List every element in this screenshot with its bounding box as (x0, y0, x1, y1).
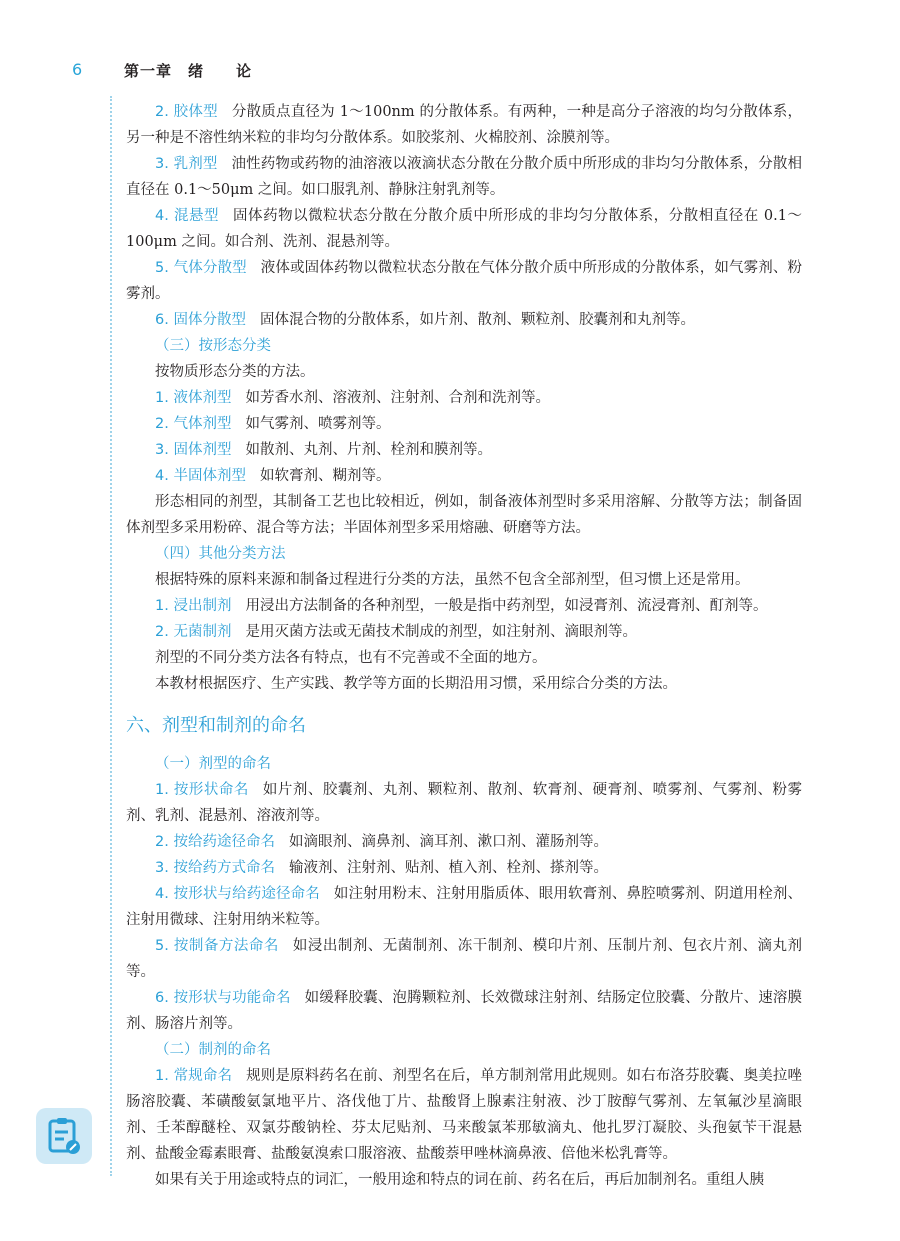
paragraph (126, 151, 802, 203)
item-text: 如注射用粉末、注射用脂质体、眼用软膏剂、鼻腔喷雾剂、阴道用栓剂、注射用微球、注射用纳米粒等。 (126, 886, 802, 928)
page-body (126, 99, 802, 1193)
subheading: （二）制剂的命名 (155, 1042, 271, 1058)
item-title: 5. 气体分散型 (155, 260, 247, 276)
chapter-title: 第一章 绪 论 (124, 62, 253, 80)
item-text: 固体混合物的分散体系，如片剂、散剂、颗粒剂、胶囊剂和丸剂等。 (259, 312, 695, 328)
item-title: 3. 按给药方式命名 (155, 860, 275, 876)
item-title: 2. 无菌制剂 (155, 624, 232, 640)
item-title: 1. 常规命名 (155, 1068, 233, 1084)
item-title: 1. 液体剂型 (155, 390, 232, 406)
item-text: 如芳香水剂、溶液剂、注射剂、合剂和洗剂等。 (245, 390, 550, 406)
paragraph (126, 855, 802, 881)
item-text: 固体药物以微粒状态分散在分散介质中所形成的非均匀分散体系，分散相直径在 0.1～100μm 之间。如合剂、洗剂、混悬剂等。 (126, 208, 802, 250)
item-text: 如片剂、胶囊剂、丸剂、颗粒剂、散剂、软膏剂、硬膏剂、喷雾剂、气雾剂、粉雾剂、乳剂、混悬剂、溶液剂等。 (126, 782, 803, 824)
subheading: （四）其他分类方法 (155, 546, 286, 562)
paragraph (126, 593, 802, 619)
subheading: （三）按形态分类 (155, 338, 271, 354)
item-text: 分散质点直径为 1～100nm 的分散体系。有两种，一种是高分子溶液的均匀分散体系，另一种是不溶性纳米粒的非均匀分散体系。如胶浆剂、火棉胶剂、涂膜剂等。 (126, 104, 802, 146)
paragraph (126, 463, 802, 489)
paragraph (126, 437, 802, 463)
section-heading: 六、剂型和制剂的命名 (126, 715, 306, 736)
page-number: 6 (72, 60, 83, 79)
item-text: 如浸出制剂、无菌制剂、冻干制剂、模印片剂、压制片剂、包衣片剂、滴丸剂等。 (126, 938, 802, 980)
item-title: 1. 按形状命名 (155, 782, 249, 798)
item-title: 3. 固体剂型 (155, 442, 232, 458)
item-title: 6. 固体分散型 (155, 312, 246, 328)
item-text: 是用灭菌方法或无菌技术制成的剂型，如注射剂、滴眼剂等。 (245, 624, 637, 640)
item-text: 油性药物或药物的油溶液以液滴状态分散在分散介质中所形成的非均匀分散体系，分散相直径在 0.1～50μm 之间。如口服乳剂、静脉注射乳剂等。 (126, 156, 802, 198)
item-text: 输液剂、注射剂、贴剂、植入剂、栓剂、搽剂等。 (288, 860, 608, 876)
paragraph (126, 307, 802, 333)
item-text: 如气雾剂、喷雾剂等。 (245, 416, 391, 432)
item-title: 2. 按给药途径命名 (155, 834, 275, 850)
paragraph (126, 385, 802, 411)
item-title: 2. 胶体型 (155, 104, 218, 120)
item-title: 4. 半固体剂型 (155, 468, 246, 484)
paragraph: 本教材根据医疗、生产实践、教学等方面的长期沿用习惯，采用综合分类的方法。 (155, 676, 677, 692)
item-title: 1. 浸出制剂 (155, 598, 232, 614)
paragraph: 如果有关于用途或特点的词汇，一般用途和特点的词在前、药名在后，再后加制剂名。重组人胰 (155, 1172, 764, 1188)
item-title: 4. 混悬型 (155, 208, 220, 224)
item-text: 如缓释胶囊、泡腾颗粒剂、长效微球注射剂、结肠定位胶囊、分散片、速溶膜剂、肠溶片剂等。 (126, 990, 802, 1032)
notes-icon[interactable] (36, 1108, 92, 1164)
paragraph (126, 411, 802, 437)
subheading: （一）剂型的命名 (155, 756, 271, 772)
paragraph (126, 255, 802, 307)
item-text: 如散剂、丸剂、片剂、栓剂和膜剂等。 (245, 442, 492, 458)
item-title: 6. 按形状与功能命名 (155, 990, 291, 1006)
paragraph (126, 203, 802, 255)
paragraph: 形态相同的剂型，其制备工艺也比较相近，例如，制备液体剂型时多采用溶解、分散等方法；制备固体剂型多采用粉碎、混合等方法；半固体剂型多采用熔融、研磨等方法。 (126, 494, 802, 536)
paragraph (126, 985, 802, 1037)
item-text: 液体或固体药物以微粒状态分散在气体分散介质中所形成的分散体系，如气雾剂、粉雾剂。 (126, 260, 803, 302)
item-text: 如滴眼剂、滴鼻剂、滴耳剂、漱口剂、灌肠剂等。 (288, 834, 608, 850)
margin-dotted-line (110, 96, 112, 1176)
item-text: 规则是原料药名在前、剂型名在后，单方制剂常用此规则。如右布洛芬胶囊、奥美拉唑肠溶胶囊、苯磺酸氨氯地平片、洛伐他丁片、盐酸肾上腺素注射液、沙丁胺醇气雾剂、左氧氟沙星滴眼剂、壬苯醇醚栓、双氯芬酸钠栓、芬太尼贴剂、马来酸氯苯那敏滴丸、他扎罗汀凝胶、头孢氨苄干混悬剂、盐酸金霉素眼膏、盐酸氨溴索口服溶液、盐酸萘甲唑林滴鼻液、倍他米松乳膏等。 (126, 1068, 802, 1162)
paragraph (126, 619, 802, 645)
paragraph: 根据特殊的原料来源和制备过程进行分类的方法，虽然不包含全部剂型，但习惯上还是常用。 (155, 572, 750, 588)
paragraph: 按物质形态分类的方法。 (155, 364, 315, 380)
item-title: 2. 气体剂型 (155, 416, 232, 432)
paragraph (126, 777, 802, 829)
paragraph (126, 829, 802, 855)
page-header (0, 58, 900, 88)
item-title: 4. 按形状与给药途径命名 (155, 886, 320, 902)
paragraph (126, 99, 802, 151)
paragraph: 剂型的不同分类方法各有特点，也有不完善或不全面的地方。 (155, 650, 547, 666)
paragraph (126, 933, 802, 985)
paragraph (126, 1063, 802, 1167)
item-text: 用浸出方法制备的各种剂型，一般是指中药剂型，如浸膏剂、流浸膏剂、酊剂等。 (245, 598, 768, 614)
item-title: 3. 乳剂型 (155, 156, 218, 172)
item-text: 如软膏剂、糊剂等。 (259, 468, 391, 484)
item-title: 5. 按制备方法命名 (155, 938, 279, 954)
paragraph (126, 881, 802, 933)
